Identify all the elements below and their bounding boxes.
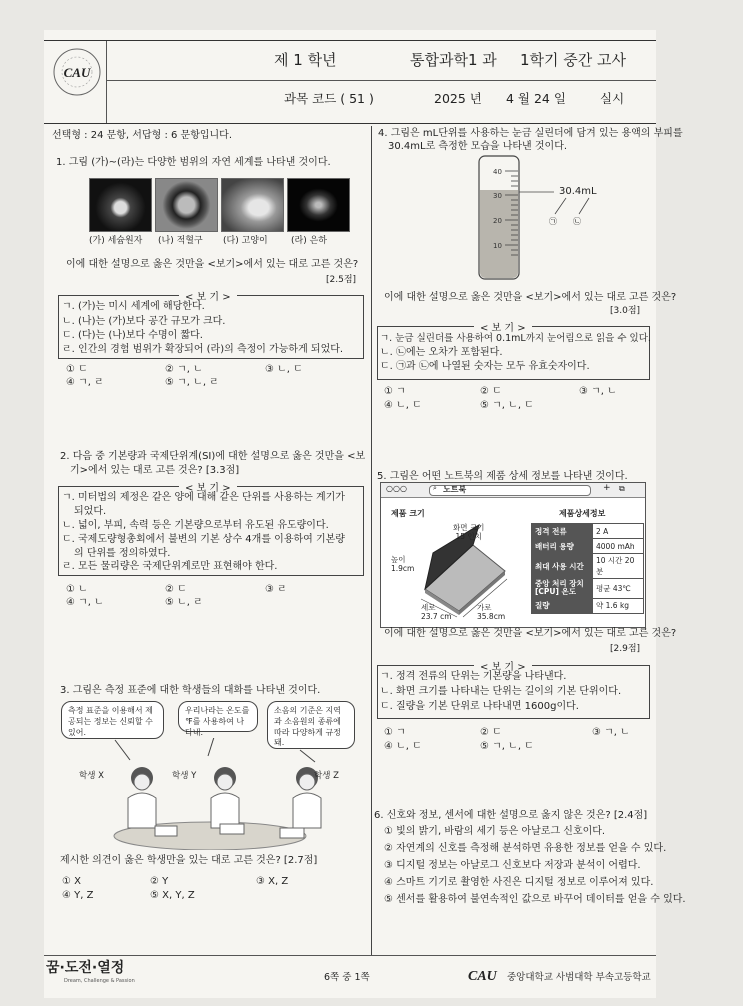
q5-choice-4[interactable]: ④ ㄴ, ㄷ [384,741,422,752]
header-date: 4 월 24 일 [506,91,566,106]
q1-choice-1[interactable]: ① ㄷ [66,364,88,375]
q4-stem: 30.4mL로 측정한 모습을 나타낸 것이다. [388,141,568,152]
header-code: 과목 코드 ( 51 ) [284,91,374,106]
q5-choice-3[interactable]: ③ ㄱ, ㄴ [592,727,630,738]
svg-text:CAU: CAU [63,65,91,80]
q5-spec-title: 제품상세정보 [559,509,606,518]
q4-tick-label: 10 [493,242,502,250]
q4-mark: ㉠ [549,217,557,226]
intro-text: 선택형 : 24 문항, 서답형 : 6 문항입니다. [52,130,233,141]
q1-bogi-title: < 보 기 > [179,288,237,303]
footer-divider [44,955,656,956]
q2-choice-3[interactable]: ③ ㄹ [265,584,287,595]
footer-page-number: 6쪽 중 1쪽 [324,972,370,983]
exam-header [44,40,656,124]
q1-bogi-item: ㄹ. 인간의 경험 범위가 확장되어 (라)의 측정이 가능하게 되었다. [62,344,344,355]
q4-bogi-title: < 보 기 > [474,319,532,334]
q5-height: 높이 1.9cm [391,555,415,574]
q5-depth: 세로 23.7 cm [421,603,452,622]
q1-choice-2[interactable]: ② ㄱ, ㄴ [165,364,203,375]
header-exam: 1학기 중간 고사 [520,51,627,69]
footer-left-sub: Dream, Challenge & Passion [64,978,135,984]
q3-bubble-x: 측정 표준을 이용해서 제공되는 정보는 신뢰할 수 있어. [61,701,164,739]
q1-points: [2.5점] [326,275,357,285]
q5-choice-5[interactable]: ⑤ ㄱ, ㄴ, ㄷ [480,741,534,752]
q6-stem: 6. 신호와 정보, 센서에 대한 설명으로 옳지 않은 것은? [2.4점] [374,810,648,821]
spec-key: 배터리 용량 [532,539,593,554]
q3-student-label: 학생 X [79,771,104,781]
tabs-icon[interactable]: ⧉ [619,484,625,493]
spec-key: 중앙 처리 장치 [CPU] 온도 [532,579,593,599]
spec-value: 약 1.6 kg [593,598,644,613]
q4-choice-2[interactable]: ② ㄷ [480,386,502,397]
q5-browser-bar [381,483,645,498]
q5-choice-1[interactable]: ① ㄱ [384,727,406,738]
footer-left-logo: 꿈·도전·열정 [46,960,125,976]
q3-ask: 제시한 의견이 옳은 학생만을 있는 대로 고른 것은? [2.7점] [60,855,318,866]
q3-student-label: 학생 Y [172,771,197,781]
q3-bubble-z: 소음의 기준은 지역과 소음원의 종류에 따라 다양하게 규정돼. [267,701,355,749]
q5-choice-2[interactable]: ② ㄷ [480,727,502,738]
footer-logo: CAU [468,969,497,984]
q4-ask: 이에 대한 설명으로 옳은 것만을 <보기>에서 있는 대로 고른 것은? [384,292,677,303]
q2-choice-1[interactable]: ① ㄴ [66,584,88,595]
q4-choice-1[interactable]: ① ㄱ [384,386,406,397]
q2-bogi-item: ㄱ. 미터법의 제정은 같은 양에 대해 같은 단위를 사용하는 계기가 [62,492,345,503]
q4-bogi-item: ㄷ. ㉠과 ㉡에 나열된 숫자는 모두 유효숫자이다. [380,361,590,372]
header-year: 2025 년 [434,91,482,106]
q6-choice-4[interactable]: ④ 스마트 기기로 촬영한 사진은 디지털 정보로 이루어져 있다. [384,877,654,888]
spec-value: 4000 mAh [593,539,644,554]
q5-screen-size: 화면 크기 15 인치 [453,523,485,542]
q2-bogi-item: ㄴ. 넓이, 부피, 속력 등은 기본량으로부터 유도된 유도량이다. [62,520,329,531]
q5-bogi-title: < 보 기 > [474,658,532,673]
q5-size-title: 제품 크기 [391,509,425,518]
footer-school-name: 중앙대학교 사범대학 부속고등학교 [507,972,651,983]
q2-stem: 2. 다음 중 기본량과 국제단위계(SI)에 대한 설명으로 옳은 것만을 <보 [60,451,366,462]
spec-key: 최대 사용 시간 [532,554,593,579]
q1-caption: (나) 적혈구 [158,236,203,246]
q1-ask: 이에 대한 설명으로 옳은 것만을 <보기>에서 있는 대로 고른 것은? [66,259,359,270]
q3-choice-2[interactable]: ② Y [150,876,169,887]
q5-width: 가로 35.8cm [477,603,506,622]
q6-choice-2[interactable]: ② 자연계의 신호를 측정해 분석하면 유용한 정보를 얻을 수 있다. [384,843,667,854]
q1-bogi-item: ㄱ. (가)는 미시 세계에 해당한다. [62,301,205,312]
q2-bogi-item: ㄹ. 모든 물리량은 국제단위계로만 표현해야 한다. [62,561,278,572]
search-icon: ⌕ [433,484,437,492]
q6-choice-1[interactable]: ① 빛의 밝기, 바람의 세기 등은 아날로그 신호이다. [384,826,606,837]
q5-bogi-item: ㄷ. 질량을 기본 단위로 나타내면 1600g이다. [380,701,579,712]
q2-choice-4[interactable]: ④ ㄱ, ㄴ [66,597,104,608]
q3-student-label: 학생 Z [314,771,339,781]
q3-students-illustration [60,738,358,850]
q4-choice-5[interactable]: ⑤ ㄱ, ㄴ, ㄷ [480,400,534,411]
q1-photo-cat [221,178,284,232]
q4-reading: 30.4mL [559,186,597,197]
q4-choice-4[interactable]: ④ ㄴ, ㄷ [384,400,422,411]
q1-photo-galaxy [287,178,350,232]
school-logo [52,47,102,97]
q5-spec-table [531,523,644,614]
q4-mark: ㉡ [573,217,581,226]
q1-stem: 1. 그림 (가)~(라)는 다양한 범위의 자연 세계를 나타낸 것이다. [56,157,331,168]
q1-photo-atom [89,178,152,232]
spec-value: 평균 43℃ [593,579,644,599]
q3-stem: 3. 그림은 측정 표준에 대한 학생들의 대화를 나타낸 것이다. [60,685,321,696]
q5-stem: 5. 그림은 어떤 노트북의 제품 상세 정보를 나타낸 것이다. [377,471,628,482]
q2-bogi-item: 되었다. [74,506,107,517]
browser-tab-text: 노트북 [443,485,467,494]
q1-choice-4[interactable]: ④ ㄱ, ㄹ [66,377,104,388]
spec-key: 정격 전류 [532,524,593,539]
q3-bubble-y: 우리나라는 온도를 ℉를 사용하여 나타내. [178,701,258,732]
header-grade: 제 1 학년 [274,51,337,69]
q6-choice-3[interactable]: ③ 디지털 정보는 아날로그 신호보다 저장과 분석이 어렵다. [384,860,641,871]
q5-bogi-item: ㄴ. 화면 크기를 나타내는 단위는 길이의 기본 단위이다. [380,686,622,697]
table-row [532,539,644,554]
q4-choice-3[interactable]: ③ ㄱ, ㄴ [579,386,617,397]
add-tab-icon[interactable]: + [603,483,611,493]
q4-points: [3.0점] [610,306,641,316]
q4-bogi-item: ㄴ. ㉡에는 오차가 포함된다. [380,347,503,358]
q4-tick-label: 30 [493,192,502,200]
q1-choice-3[interactable]: ③ ㄴ, ㄷ [265,364,303,375]
spec-value: 2 A [593,524,644,539]
q4-tick-label: 20 [493,217,502,225]
q2-bogi-item: 의 단위를 정의하였다. [74,548,171,559]
q1-choice-5[interactable]: ⑤ ㄱ, ㄴ, ㄹ [165,377,219,388]
q1-caption: (라) 은하 [291,236,327,246]
q1-caption: (다) 고양이 [223,236,268,246]
q2-bogi-title: < 보 기 > [179,479,237,494]
q6-choice-5[interactable]: ⑤ 센서를 활용하여 불연속적인 값으로 바꾸어 데이터를 얻을 수 있다. [384,894,686,905]
q3-choice-3[interactable]: ③ X, Z [256,876,289,887]
q1-bogi-item: ㄷ. (다)는 (나)보다 수명이 짧다. [62,330,203,341]
q1-bogi-item: ㄴ. (나)는 (가)보다 공간 규모가 크다. [62,316,226,327]
column-divider [371,126,372,956]
q1-caption: (가) 세슘원자 [89,236,143,246]
q4-stem: 4. 그림은 mL단위를 사용하는 눈금 실린더에 담겨 있는 용액의 부피를 [378,128,683,139]
q3-choice-5[interactable]: ⑤ X, Y, Z [150,890,195,901]
q1-photo-rbc [155,178,218,232]
q2-choice-2[interactable]: ② ㄷ [165,584,187,595]
q2-bogi-item: ㄷ. 국제도량형총회에서 불변의 기본 상수 4개를 이용하여 기본량 [62,534,345,545]
q5-bogi-item: ㄱ. 정격 전류의 단위는 기본량을 나타낸다. [380,671,567,682]
q4-graduated-cylinder [469,154,629,284]
q5-points: [2.9점] [610,644,641,654]
q4-tick-label: 40 [493,168,502,176]
table-row [532,524,644,539]
q5-ask: 이에 대한 설명으로 옳은 것만을 <보기>에서 있는 대로 고른 것은? [384,628,677,639]
q5-product-window [380,482,646,628]
table-row [532,579,644,599]
header-subject: 통합과학1 과 [410,51,497,69]
exam-page [44,30,686,998]
q3-choice-1[interactable]: ① X [62,876,81,887]
q2-stem: 기>에서 있는 대로 고른 것은? [3.3점] [70,465,240,476]
table-row [532,554,644,579]
q4-bogi-item: ㄱ. 눈금 실린더를 사용하여 0.1mL까지 눈어림으로 읽을 수 있다. [380,333,651,344]
q3-choice-4[interactable]: ④ Y, Z [62,890,94,901]
spec-key: 질량 [532,598,593,613]
q2-choice-5[interactable]: ⑤ ㄴ, ㄹ [165,597,203,608]
header-label: 실시 [600,91,625,106]
window-controls-icon: ○○○ [386,484,407,493]
spec-value: 10 시간 20 분 [593,554,644,579]
table-row [532,598,644,613]
